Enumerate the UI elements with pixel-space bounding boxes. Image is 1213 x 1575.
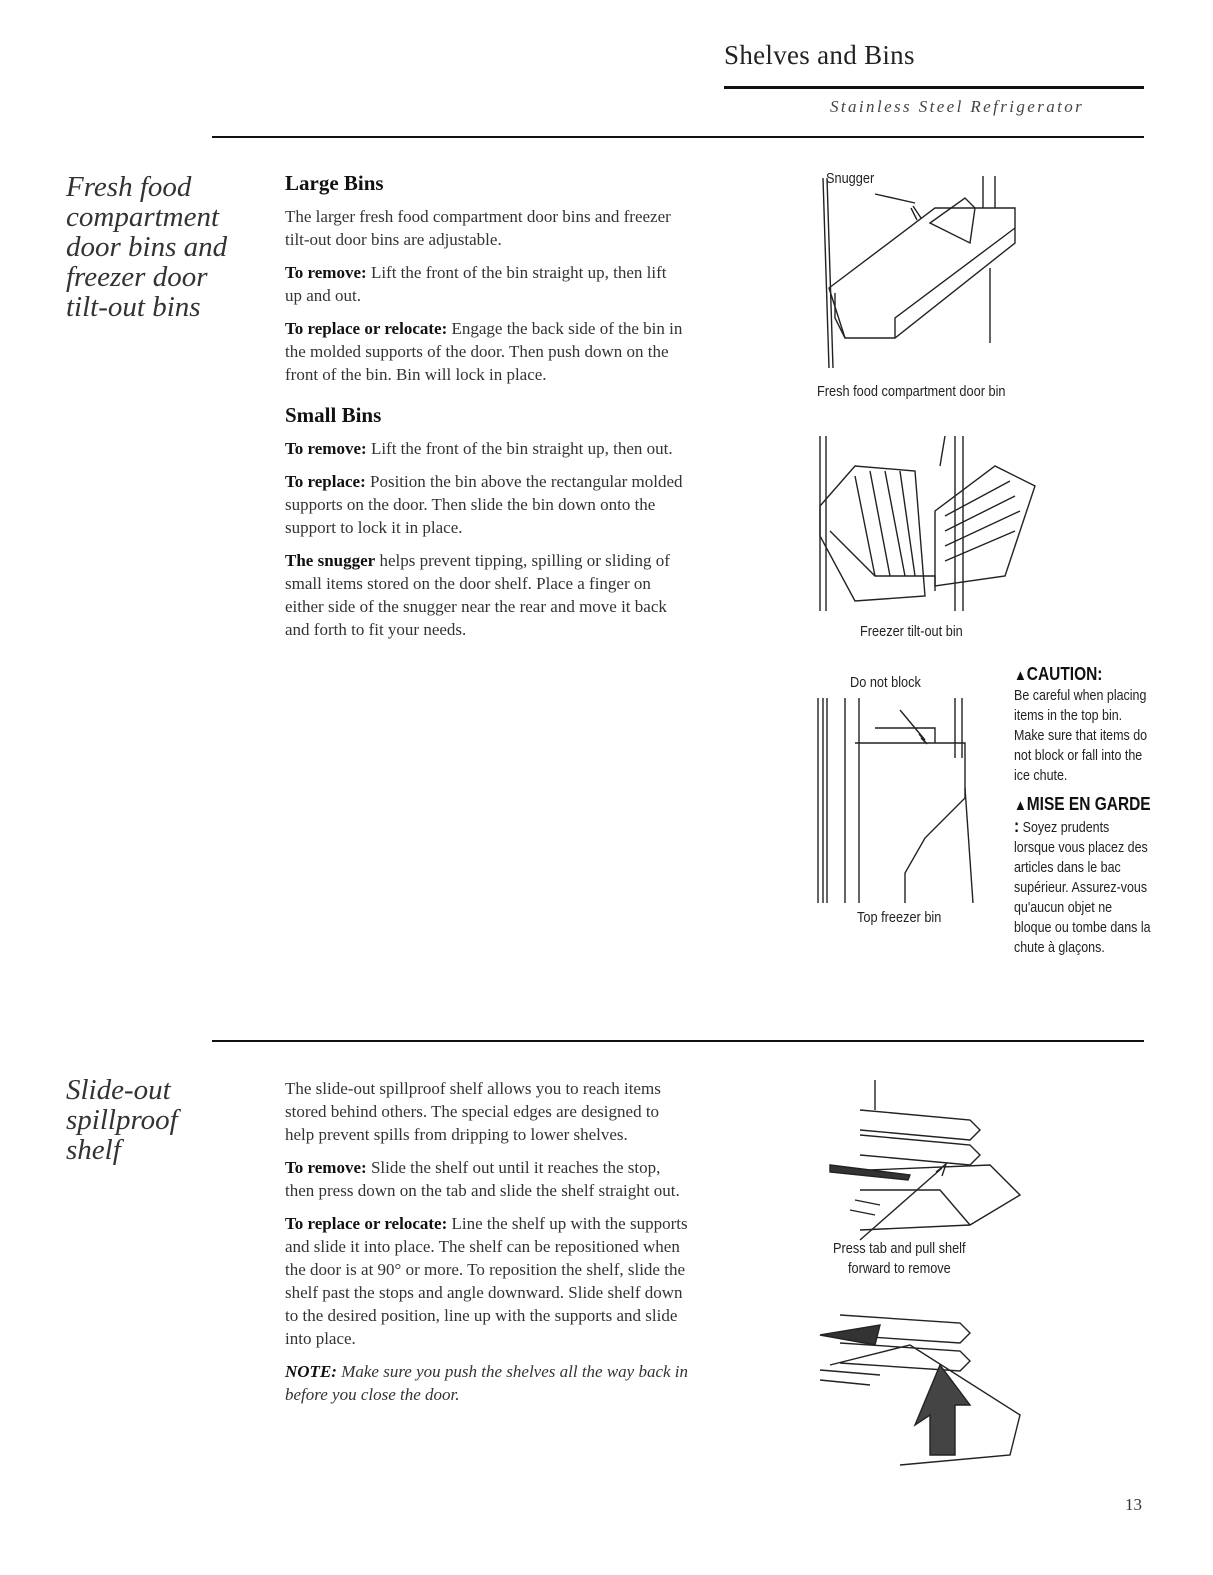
freezer-bin-caption: Freezer tilt-out bin	[860, 623, 963, 640]
shelf-caption-line-1: Press tab and pull shelf	[833, 1240, 966, 1257]
section-title-spillproof-shelf	[66, 1075, 178, 1165]
side-title-line: freezer door	[66, 261, 208, 293]
side-title-line: spillproof	[66, 1104, 178, 1136]
large-bins-replace: To replace or relocate: Engage the back side of the bin in the molded supports of the door. Then push down on the front of the bin. Bin will lock in place.	[285, 319, 683, 384]
shelf-caption-line-2: forward to remove	[848, 1260, 951, 1277]
shelf-remove: To remove: Slide the shelf out until it reaches the stop, then press down on the tab and slide the shelf straight out.	[285, 1158, 680, 1200]
shelf-reposition-illustration	[820, 1305, 1040, 1470]
caution-notice	[1014, 664, 1152, 958]
fresh-food-door-bin-illustration	[815, 168, 1035, 378]
section-divider-middle	[212, 1040, 1144, 1042]
page-title: Shelves and Bins	[724, 40, 915, 70]
door-bins-text	[285, 172, 685, 651]
warning-triangle-icon: ▲	[1014, 667, 1027, 684]
small-bins-heading: Small Bins	[285, 403, 382, 427]
section-title-door-bins	[66, 172, 227, 322]
section-divider-top	[212, 136, 1144, 138]
page-subtitle: Stainless Steel Refrigerator	[830, 97, 1085, 116]
side-title-line: Slide-out	[66, 1074, 171, 1106]
large-bins-heading: Large Bins	[285, 171, 384, 195]
side-title-line: door bins and	[66, 231, 228, 263]
shelf-note: NOTE: Make sure you push the shelves all the way back in before you close the door.	[285, 1362, 689, 1404]
warning-triangle-icon: ▲MISE EN GARDE :	[1014, 794, 1151, 836]
large-bins-intro: The larger fresh food compartment door bins and freezer tilt-out door bins are adjustable.	[285, 207, 671, 249]
side-title-line: tilt-out bins	[66, 291, 201, 323]
snugger-description: The snugger helps prevent tipping, spilling or sliding of small items stored on the door shelf. Place a finger on either side of the snugger near the rear and move it back and forth to fit your needs.	[285, 551, 670, 639]
header-rule	[724, 86, 1144, 89]
spillproof-shelf-text	[285, 1077, 690, 1416]
small-bins-remove: To remove: Lift the front of the bin straight up, then out.	[285, 439, 673, 458]
large-bins-remove: To remove: Lift the front of the bin straight up, then lift up and out.	[285, 263, 667, 305]
top-freezer-bin-caption: Top freezer bin	[857, 909, 942, 926]
shelf-replace: To replace or relocate: Line the shelf up with the supports and slide it into place. The shelf can be repositioned when the door is at 90° or more. To reposition the shelf, slide the shelf past the stops and angle downward. Slide shelf down to the desired position, line up with the supports and slide into place.	[285, 1214, 688, 1348]
freezer-tilt-out-bin-illustration	[815, 436, 1045, 621]
fresh-food-bin-caption: Fresh food compartment door bin	[817, 383, 1006, 400]
side-title-line: Fresh food	[66, 171, 192, 203]
shelf-intro: The slide-out spillproof shelf allows you to reach items stored behind others. The special edges are designed to help prevent spills from dripping to lower shelves.	[285, 1079, 661, 1144]
mise-en-garde-text: ▲MISE EN GARDE : Soyez prudents lorsque vous placez des articles dans le bac supérieur. Assurez-vous qu'aucun objet ne bloque ou tombe dans la chute à glaçons.	[1014, 794, 1151, 956]
caution-heading: ▲CAUTION:	[1014, 664, 1103, 684]
snugger-label: Snugger	[826, 170, 875, 187]
caution-text: Be careful when placing items in the top bin. Make sure that items do not block or fall into the ice chute.	[1014, 688, 1148, 784]
page-number: 13	[1125, 1495, 1142, 1514]
side-title-line: compartment	[66, 201, 220, 233]
slide-out-shelf-illustration	[830, 1080, 1030, 1240]
top-freezer-bin-illustration	[815, 698, 995, 908]
do-not-block-label: Do not block	[850, 674, 921, 691]
side-title-line: shelf	[66, 1134, 121, 1166]
small-bins-replace: To replace: Position the bin above the rectangular molded supports on the door. Then slide the bin down onto the support to lock it in place.	[285, 472, 683, 537]
